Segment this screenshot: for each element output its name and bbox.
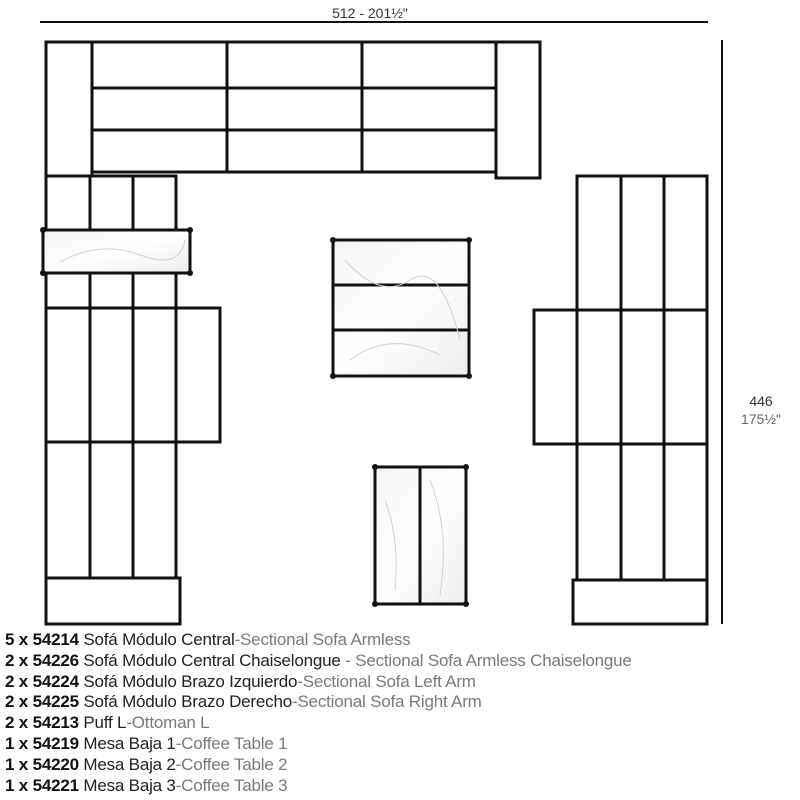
parts-list-item: 2 x 54224 Sofá Módulo Brazo Izquierdo-Sectional Sofa Left Arm — [5, 671, 476, 691]
left-ottoman — [176, 308, 220, 442]
side-table-left — [43, 230, 190, 273]
left-bottom-arm — [46, 578, 180, 624]
top-right-arm — [496, 42, 540, 178]
width-dimension-label: 512 - 201½" — [332, 5, 408, 21]
left-sofa-lower — [46, 442, 176, 578]
parts-list-item: 2 x 54225 Sofá Módulo Brazo Derecho-Sectional Sofa Right Arm — [5, 692, 482, 712]
right-ottoman — [534, 310, 578, 444]
parts-list-item: 2 x 54213 Puff L-Ottoman L — [5, 713, 210, 733]
top-seat-back — [92, 130, 496, 172]
parts-list — [5, 630, 795, 796]
right-sofa-middle — [577, 310, 707, 444]
top-left-arm — [46, 42, 92, 178]
height-dimension-label — [726, 392, 796, 428]
right-bottom-arm — [573, 580, 707, 624]
top-seat-front — [92, 88, 496, 130]
parts-list-item: 1 x 54221 Mesa Baja 3-Coffee Table 3 — [5, 775, 288, 795]
parts-list-item: 2 x 54226 Sofá Módulo Central Chaiselongue - Sectional Sofa Armless Chaiselongue — [5, 650, 632, 670]
coffee-table-center — [333, 240, 469, 376]
parts-list-item: 5 x 54214 Sofá Módulo Central-Sectional Sofa Armless — [5, 630, 411, 649]
top-back — [92, 42, 496, 88]
parts-list-item: 1 x 54220 Mesa Baja 2-Coffee Table 2 — [5, 754, 288, 774]
parts-list-item: 1 x 54219 Mesa Baja 1-Coffee Table 1 — [5, 733, 288, 753]
height-in-label: 175½" — [740, 411, 781, 427]
right-sofa-lower — [577, 444, 707, 580]
right-sofa-upper — [577, 176, 707, 310]
left-sofa-middle — [46, 308, 176, 442]
height-cm-label: 446 — [749, 393, 773, 409]
